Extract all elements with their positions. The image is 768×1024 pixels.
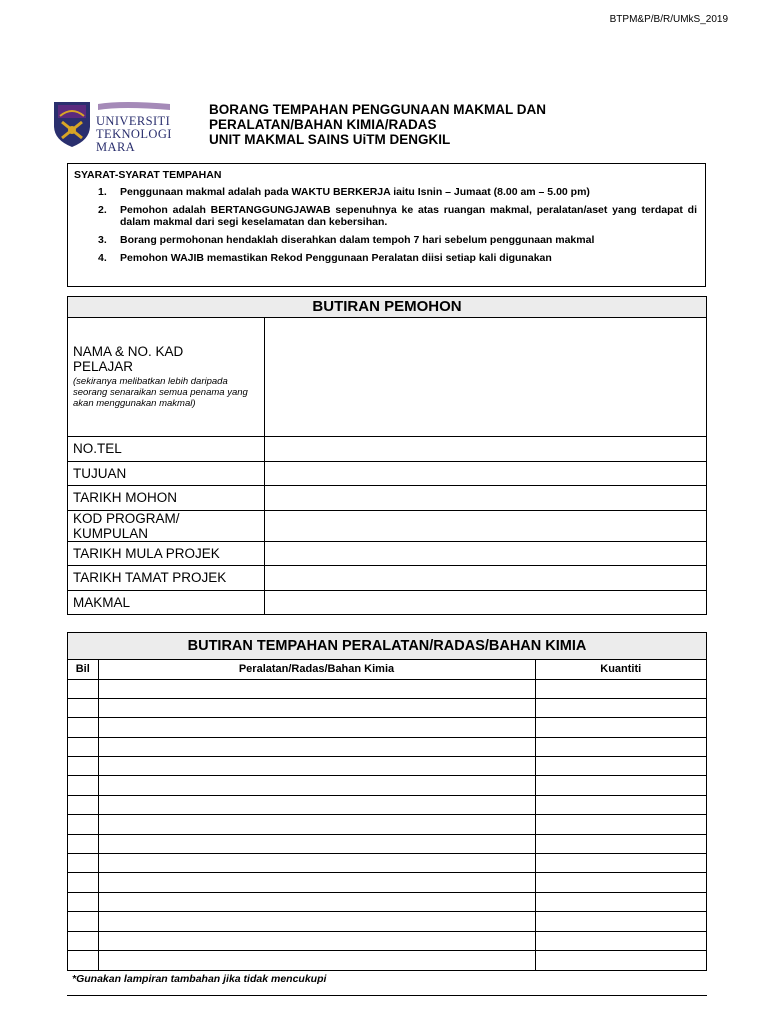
item-cell[interactable]: [98, 854, 535, 873]
applicant-row-end-date: [68, 566, 706, 591]
applicant-header: BUTIRAN PEMOHON: [68, 297, 706, 318]
item-cell[interactable]: [98, 873, 535, 892]
bil-cell[interactable]: [68, 873, 98, 892]
terms-item-number: 3.: [98, 234, 107, 246]
equipment-booking-table: [67, 632, 707, 971]
terms-item: [74, 252, 697, 264]
item-cell[interactable]: [98, 834, 535, 853]
bil-cell[interactable]: [68, 931, 98, 950]
terms-item-text: Pemohon adalah BERTANGGUNGJAWAB sepenuhnya ke atas ruangan makmal, peralatan/aset yang terdapat di dalam makmal dari segi keselamatan dan kebersihan.: [120, 204, 697, 228]
table-row: [68, 854, 706, 873]
table-row: [68, 912, 706, 931]
terms-item-number: 1.: [98, 186, 107, 198]
logo-line-2: TEKNOLOGI: [96, 127, 172, 141]
applicant-row-program: [68, 511, 706, 542]
terms-item: [74, 234, 697, 246]
terms-item-text: Penggunaan makmal adalah pada WAKTU BERKERJA iaitu Isnin – Jumaat (8.00 am – 5.00 pm): [120, 186, 590, 198]
qty-cell[interactable]: [535, 834, 706, 853]
terms-box: [67, 163, 706, 287]
qty-cell[interactable]: [535, 854, 706, 873]
bottom-rule: [67, 995, 707, 996]
table-row: [68, 834, 706, 853]
table-row: [68, 679, 706, 698]
col-item-header: Peralatan/Radas/Bahan Kimia: [98, 660, 535, 679]
bil-cell[interactable]: [68, 757, 98, 776]
terms-heading: SYARAT-SYARAT TEMPAHAN: [74, 169, 222, 181]
title-line-3: UNIT MAKMAL SAINS UiTM DENGKIL: [209, 132, 451, 147]
lab-input[interactable]: [265, 591, 706, 614]
table-row: [68, 737, 706, 756]
title-line-2: PERALATAN/BAHAN KIMIA/RADAS: [209, 117, 437, 132]
table-row: [68, 873, 706, 892]
lab-label: MAKMAL: [68, 591, 265, 614]
col-bil-header: Bil: [68, 660, 98, 679]
end-date-input[interactable]: [265, 566, 706, 590]
equipment-table: [68, 660, 706, 970]
document-code: BTPM&P/B/R/UMkS_2019: [609, 14, 728, 25]
apply-date-input[interactable]: [265, 486, 706, 510]
terms-item-number: 4.: [98, 252, 107, 264]
tel-input[interactable]: [265, 437, 706, 461]
qty-cell[interactable]: [535, 737, 706, 756]
bil-cell[interactable]: [68, 698, 98, 717]
name-input[interactable]: [265, 318, 706, 436]
purpose-input[interactable]: [265, 462, 706, 486]
qty-cell[interactable]: [535, 931, 706, 950]
bil-cell[interactable]: [68, 950, 98, 969]
name-label: NAMA & NO. KAD PELAJAR: [73, 344, 184, 374]
table-row: [68, 698, 706, 717]
applicant-row-purpose: [68, 462, 706, 487]
end-date-label: TARIKH TAMAT PROJEK: [68, 566, 265, 590]
bil-cell[interactable]: [68, 892, 98, 911]
item-cell[interactable]: [98, 698, 535, 717]
equipment-rows: [68, 679, 706, 970]
bil-cell[interactable]: [68, 718, 98, 737]
terms-item: [74, 204, 697, 228]
program-label: KOD PROGRAM/ KUMPULAN: [68, 511, 265, 541]
name-label-cell: [68, 318, 265, 436]
apply-date-label: TARIKH MOHON: [68, 486, 265, 510]
item-cell[interactable]: [98, 795, 535, 814]
name-note: (sekiranya melibatkan lebih daripada seorang senaraikan semua penama yang akan menggunakan makmal): [73, 376, 248, 409]
item-cell[interactable]: [98, 679, 535, 698]
start-date-label: TARIKH MULA PROJEK: [68, 542, 265, 566]
qty-cell[interactable]: [535, 815, 706, 834]
bil-cell[interactable]: [68, 776, 98, 795]
table-row: [68, 718, 706, 737]
terms-item-text: Pemohon WAJIB memastikan Rekod Penggunaan Peralatan diisi setiap kali digunakan: [120, 252, 552, 264]
purpose-label: TUJUAN: [68, 462, 265, 486]
table-row: [68, 950, 706, 969]
terms-item-number: 2.: [98, 204, 107, 216]
table-row: [68, 815, 706, 834]
logo-text: [96, 101, 172, 154]
bil-cell[interactable]: [68, 912, 98, 931]
item-cell[interactable]: [98, 892, 535, 911]
bil-cell[interactable]: [68, 854, 98, 873]
table-row: [68, 757, 706, 776]
applicant-row-name: [68, 318, 706, 437]
applicant-row-tel: [68, 437, 706, 462]
item-cell[interactable]: [98, 950, 535, 969]
qty-cell[interactable]: [535, 912, 706, 931]
table-row: [68, 892, 706, 911]
tel-label: NO.TEL: [68, 437, 265, 461]
col-qty-header: Kuantiti: [535, 660, 706, 679]
qty-cell[interactable]: [535, 679, 706, 698]
equipment-header: BUTIRAN TEMPAHAN PERALATAN/RADAS/BAHAN KIMIA: [68, 633, 706, 660]
table-row: [68, 931, 706, 950]
bil-cell[interactable]: [68, 815, 98, 834]
bil-cell[interactable]: [68, 737, 98, 756]
table-row: [68, 795, 706, 814]
item-cell[interactable]: [98, 931, 535, 950]
qty-cell[interactable]: [535, 776, 706, 795]
qty-cell[interactable]: [535, 698, 706, 717]
footnote: *Gunakan lampiran tambahan jika tidak mencukupi: [72, 973, 327, 985]
applicant-row-start-date: [68, 542, 706, 567]
logo-line-3: MARA: [96, 140, 136, 154]
qty-cell[interactable]: [535, 873, 706, 892]
applicant-row-lab: [68, 591, 706, 614]
item-cell[interactable]: [98, 718, 535, 737]
item-cell[interactable]: [98, 815, 535, 834]
applicant-details-table: [67, 296, 707, 615]
qty-cell[interactable]: [535, 795, 706, 814]
terms-item: [74, 186, 697, 198]
bil-cell[interactable]: [68, 834, 98, 853]
table-row: [68, 776, 706, 795]
qty-cell[interactable]: [535, 892, 706, 911]
item-cell[interactable]: [98, 757, 535, 776]
qty-cell[interactable]: [535, 950, 706, 969]
start-date-input[interactable]: [265, 542, 706, 566]
program-input[interactable]: [265, 511, 706, 541]
form-title: [209, 102, 546, 147]
bil-cell[interactable]: [68, 795, 98, 814]
qty-cell[interactable]: [535, 718, 706, 737]
terms-list: [74, 186, 697, 264]
bil-cell[interactable]: [68, 679, 98, 698]
logo-line-1: UNIVERSITI: [96, 114, 171, 128]
item-cell[interactable]: [98, 912, 535, 931]
item-cell[interactable]: [98, 737, 535, 756]
qty-cell[interactable]: [535, 757, 706, 776]
title-line-1: BORANG TEMPAHAN PENGGUNAAN MAKMAL DAN: [209, 102, 546, 117]
applicant-row-apply-date: [68, 486, 706, 511]
terms-item-text: Borang permohonan hendaklah diserahkan dalam tempoh 7 hari sebelum penggunaan makmal: [120, 234, 595, 246]
item-cell[interactable]: [98, 776, 535, 795]
